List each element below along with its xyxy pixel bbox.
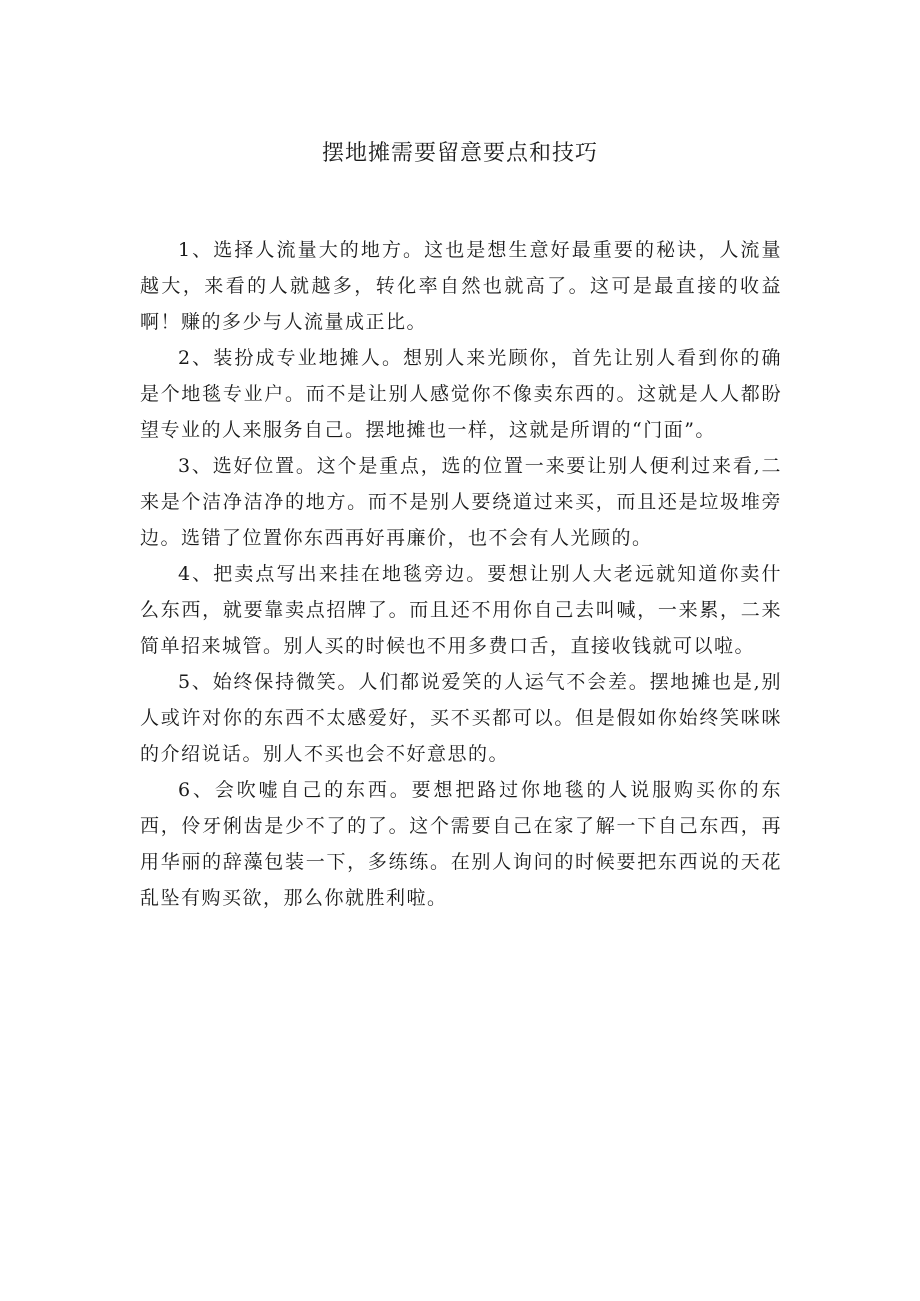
- paragraph-6: 6、会吹嘘自己的东西。要想把路过你地毯的人说服购买你的东西，伶牙俐齿是少不了的了。这个需要自己在家了解一下自己东西，再用华丽的辞藻包装一下，多练练。在别人询问的时候要把东西说的天花乱坠有购买欲，那么你就胜利啦。: [140, 779, 782, 909]
- document-title: 摆地摊需要留意要点和技巧: [321, 141, 598, 166]
- paragraph-1: 1、选择人流量大的地方。这也是想生意好最重要的秘诀，人流量越大，来看的人就越多，转化率自然也就高了。这可是最直接的收益啊！赚的多少与人流量成正比。: [140, 239, 782, 333]
- paragraph-5: 5、始终保持微笑。人们都说爱笑的人运气不会差。摆地摊也是,别人或许对你的东西不太感爱好，买不买都可以。但是假如你始终笑咪咪的介绍说话。别人不买也会不好意思的。: [140, 671, 782, 765]
- paragraph-3: 3、选好位置。这个是重点，选的位置一来要让别人便利过来看,二来是个洁净洁净的地方。而不是别人要绕道过来买，而且还是垃圾堆旁边。选错了位置你东西再好再廉价，也不会有人光顾的。: [140, 455, 782, 549]
- paragraph-2: 2、装扮成专业地摊人。想别人来光顾你，首先让别人看到你的确是个地毯专业户。而不是让别人感觉你不像卖东西的。这就是人人都盼望专业的人来服务自己。摆地摊也一样，这就是所谓的“门面”。: [140, 347, 782, 441]
- document-body: [140, 232, 782, 916]
- paragraph-4: 4、把卖点写出来挂在地毯旁边。要想让别人大老远就知道你卖什么东西，就要靠卖点招牌了。而且还不用你自己去叫喊，一来累，二来简单招来城管。别人买的时候也不用多费口舌，直接收钱就可以啦。: [140, 563, 782, 657]
